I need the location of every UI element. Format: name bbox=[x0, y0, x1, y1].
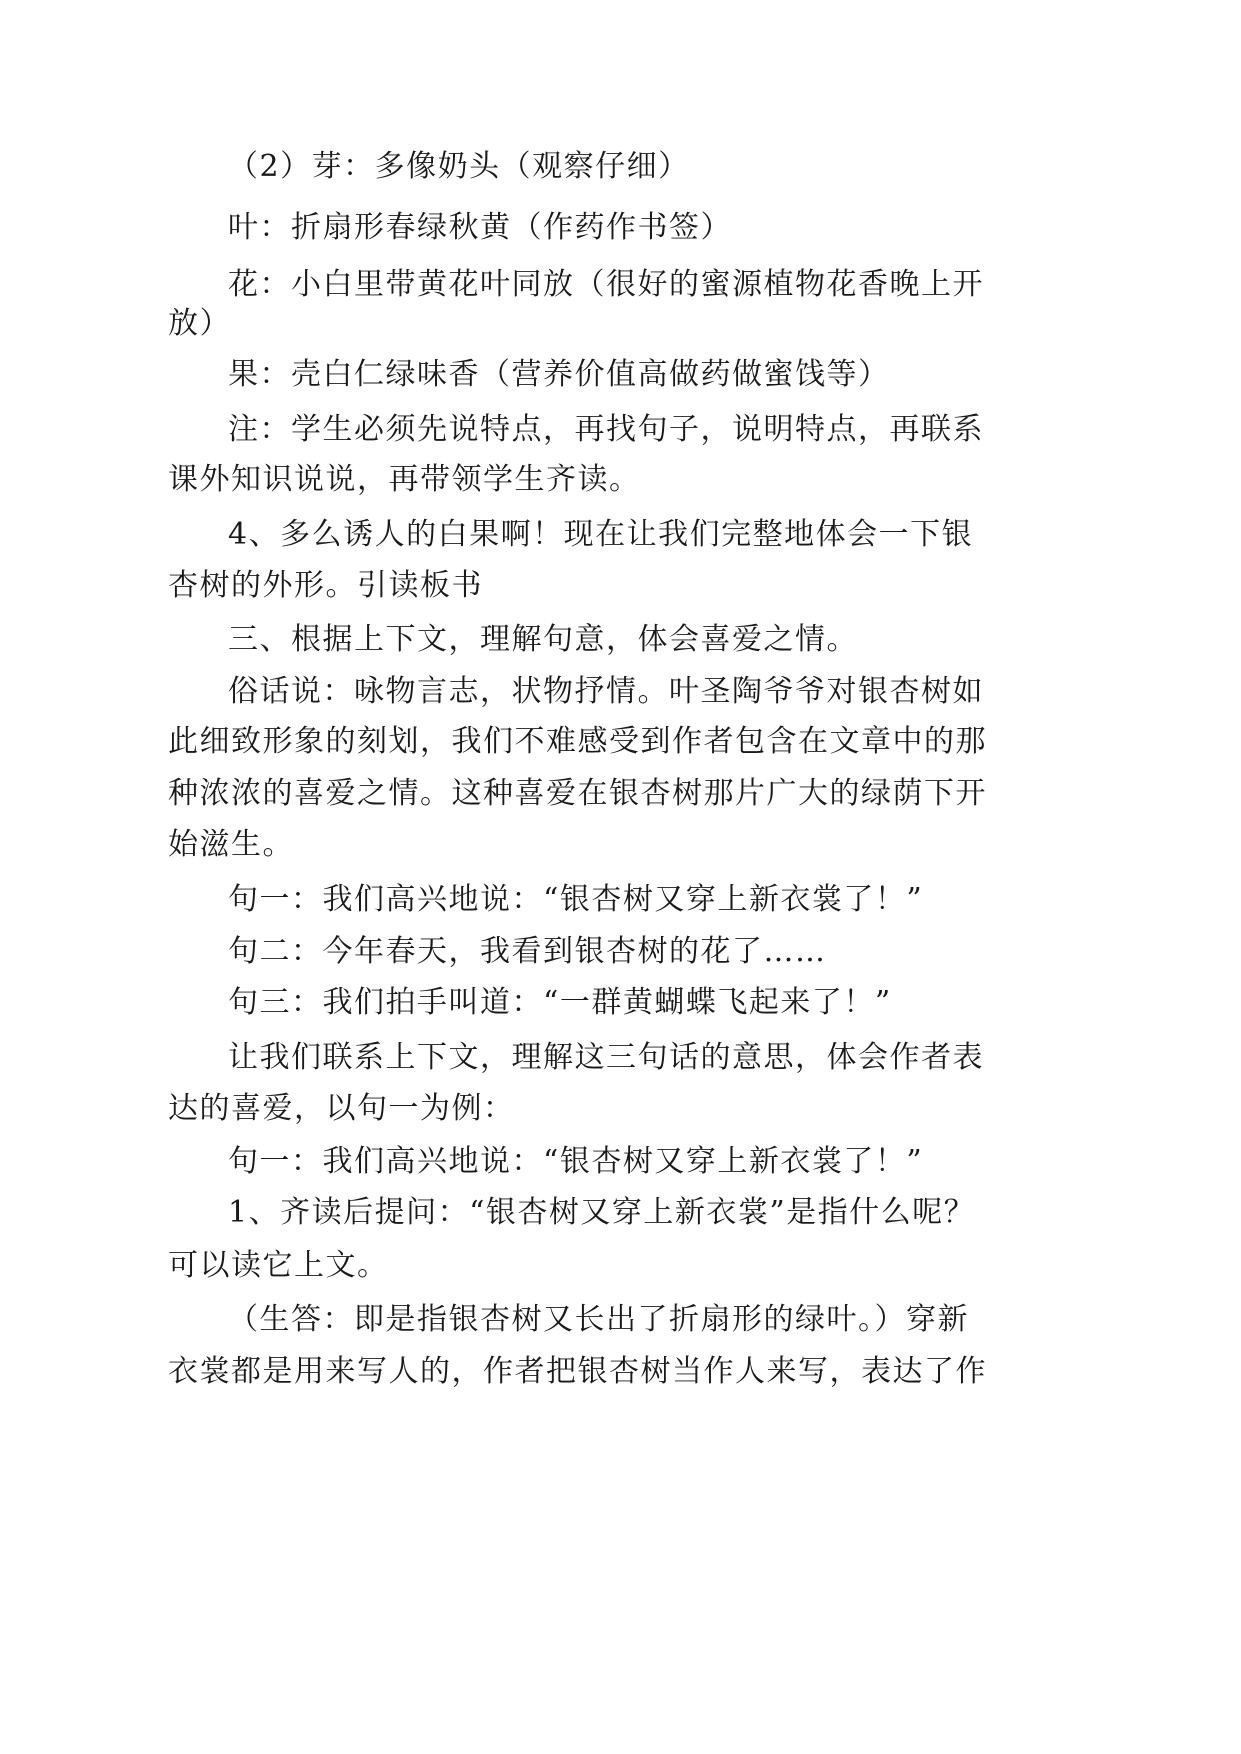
text-line: （2）芽：多像奶头（观察仔细） bbox=[228, 149, 690, 184]
text-line: 叶：折扇形春绿秋黄（作药作书签） bbox=[228, 210, 732, 245]
text-line: 句二：今年春天，我看到银杏树的花了…… bbox=[228, 934, 827, 969]
text-line: 句一：我们高兴地说：“银杏树又穿上新衣裳了！” bbox=[228, 882, 924, 917]
text-line: 4、多么诱人的白果啊！现在让我们完整地体会一下银 bbox=[228, 517, 974, 552]
text-line: 果：壳白仁绿味香（营养价值高做药做蜜饯等） bbox=[228, 357, 890, 392]
text-line: 注：学生必须先说特点，再找句子，说明特点，再联系 bbox=[228, 412, 984, 447]
text-line: 俗话说：咏物言志，状物抒情。叶圣陶爷爷对银杏树如 bbox=[228, 674, 984, 709]
text-line: 达的喜爱，以句一为例： bbox=[168, 1091, 515, 1126]
text-line: 杏树的外形。引读板书 bbox=[168, 568, 483, 603]
text-line: 此细致形象的刻划，我们不难感受到作者包含在文章中的那 bbox=[168, 724, 987, 759]
text-line: 种浓浓的喜爱之情。这种喜爱在银杏树那片广大的绿荫下开 bbox=[168, 776, 987, 811]
text-line: （生答：即是指银杏树又长出了折扇形的绿叶。）穿新 bbox=[228, 1302, 969, 1337]
text-line: 1、齐读后提问：“银杏树又穿上新衣裳”是指什么呢？ bbox=[228, 1195, 976, 1230]
text-line: 三、根据上下文，理解句意，体会喜爱之情。 bbox=[228, 622, 858, 657]
text-line: 衣裳都是用来写人的，作者把银杏树当作人来写，表达了作 bbox=[168, 1354, 987, 1389]
text-line: 可以读它上文。 bbox=[168, 1248, 389, 1283]
text-line: 让我们联系上下文，理解这三句话的意思，体会作者表 bbox=[228, 1040, 984, 1075]
text-line: 句三：我们拍手叫道：“一群黄蝴蝶飞起来了！” bbox=[228, 985, 892, 1020]
text-line: 花：小白里带黄花叶同放（很好的蜜源植物花香晚上开 bbox=[228, 267, 984, 302]
text-line: 始滋生。 bbox=[168, 827, 294, 862]
text-line: 放） bbox=[168, 306, 231, 341]
text-line: 句一：我们高兴地说：“银杏树又穿上新衣裳了！” bbox=[228, 1144, 924, 1179]
text-line: 课外知识说说，再带领学生齐读。 bbox=[168, 462, 641, 497]
